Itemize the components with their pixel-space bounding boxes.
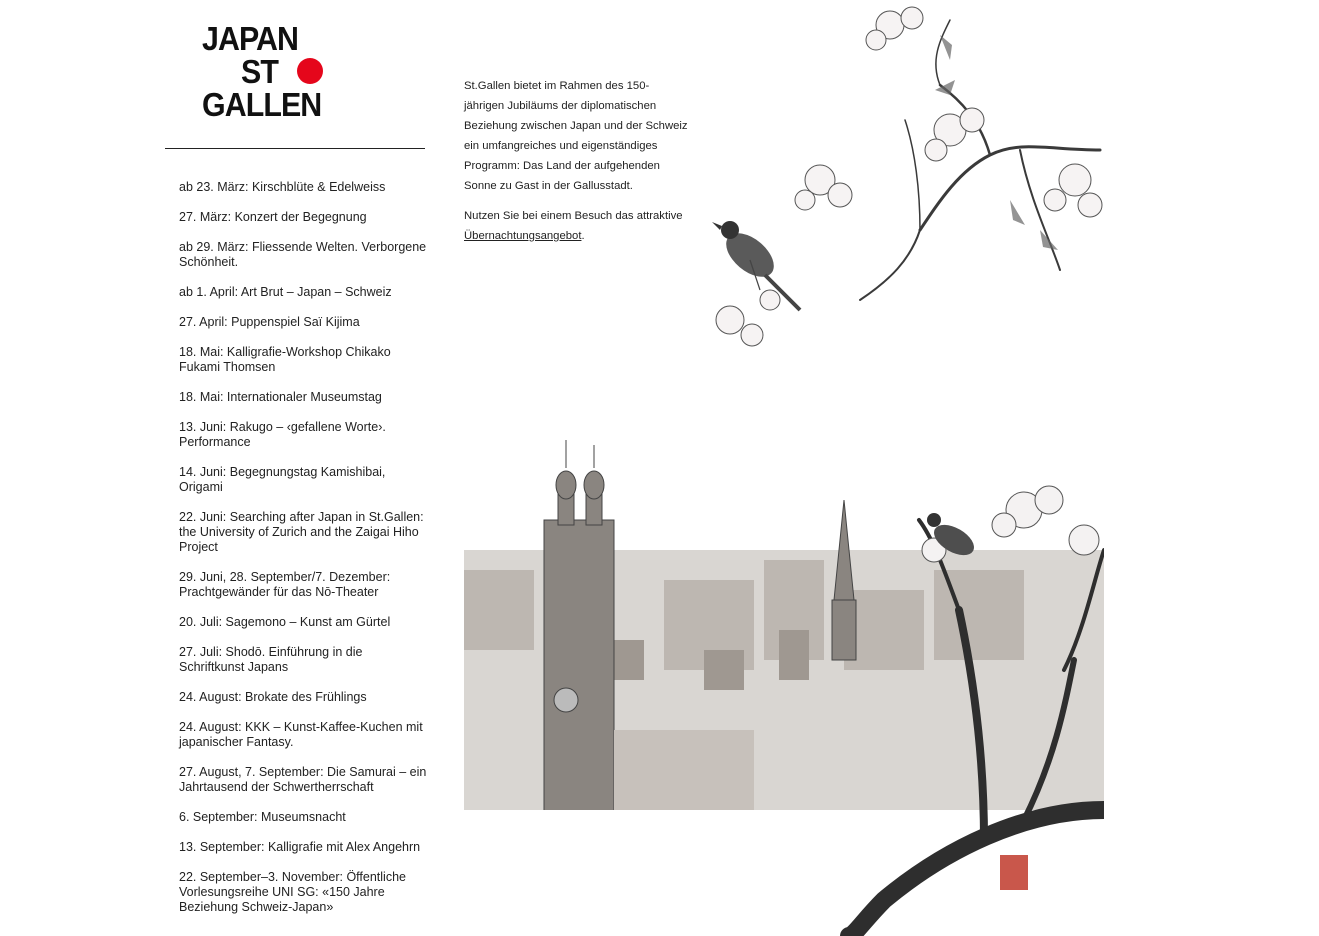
seal-stamp xyxy=(1000,855,1028,890)
logo-text-line-1: JAPAN xyxy=(202,20,299,57)
event-item[interactable]: 6. September: Museumsnacht xyxy=(179,810,346,824)
event-item[interactable]: 13. September: Kalligrafie mit Alex Angehrn xyxy=(179,840,421,854)
offer-prefix: Nutzen Sie bei einem Besuch das attraktive xyxy=(464,210,683,222)
japan-st-gallen-logo[interactable] xyxy=(202,22,382,122)
event-item[interactable]: 22. Juni: Searching after Japan in St.Gallen: the University of Zurich and the Zaigai Hiho Project xyxy=(179,510,424,554)
offer-suffix: . xyxy=(581,230,585,242)
event-item[interactable]: 22. September–3. November: Öffentliche Vorlesungsreihe UNI SG: «150 Jahre Beziehung Schweiz-Japan» xyxy=(179,870,406,914)
bird-icon xyxy=(712,221,800,310)
logo-text-line-3: GALLEN xyxy=(202,86,322,123)
logo-text-line-2: ST xyxy=(241,53,278,90)
event-item[interactable]: ab 23. März: Kirschblüte & Edelweiss xyxy=(179,180,386,194)
st-gallen-cityscape-illustration xyxy=(464,430,1104,936)
event-item[interactable]: 24. August: KKK – Kunst-Kaffee-Kuchen mit japanischer Fantasy. xyxy=(179,720,423,749)
intro-paragraph: St.Gallen bietet im Rahmen des 150-jährigen Jubiläums der diplomatischen Beziehung zwischen Japan und der Schweiz ein umfangreiches und eigenständiges Programm: Das Land der aufgehenden Sonne zu Gast in der Gallusstadt. xyxy=(464,80,688,192)
event-item[interactable]: 14. Juni: Begegnungstag Kamishibai, Origami xyxy=(179,465,386,494)
event-item[interactable]: ab 29. März: Fliessende Welten. Verborgene Schönheit. xyxy=(179,240,427,269)
sidebar-divider xyxy=(165,148,425,149)
event-item[interactable]: 20. Juli: Sagemono – Kunst am Gürtel xyxy=(179,615,391,629)
event-item[interactable]: 13. Juni: Rakugo – ‹gefallene Worte›. Performance xyxy=(179,420,386,449)
cherry-blossom-bird-illustration xyxy=(690,0,1110,370)
event-list xyxy=(179,180,429,930)
event-item[interactable]: 27. April: Puppenspiel Saï Kijima xyxy=(179,315,360,329)
event-item[interactable]: ab 1. April: Art Brut – Japan – Schweiz xyxy=(179,285,392,299)
event-item[interactable]: 24. August: Brokate des Frühlings xyxy=(179,690,367,704)
overnight-offer-link[interactable]: Übernachtungsangebot xyxy=(464,230,582,242)
cathedral-towers xyxy=(544,440,614,820)
event-item[interactable]: 27. Juli: Shodō. Einführung in die Schriftkunst Japans xyxy=(179,645,363,674)
event-item[interactable]: 27. August, 7. September: Die Samurai – ein Jahrtausend der Schwertherrschaft xyxy=(179,765,427,794)
intro-paragraph-offer xyxy=(464,206,689,246)
red-sun-icon xyxy=(297,58,323,84)
intro-text xyxy=(464,76,689,256)
event-item[interactable]: 18. Mai: Kalligrafie-Workshop Chikako Fukami Thomsen xyxy=(179,345,391,374)
event-item[interactable]: 18. Mai: Internationaler Museumstag xyxy=(179,390,382,404)
event-item[interactable]: 27. März: Konzert der Begegnung xyxy=(179,210,367,224)
event-item[interactable]: 29. Juni, 28. September/7. Dezember: Prachtgewänder für das Nō-Theater xyxy=(179,570,391,599)
